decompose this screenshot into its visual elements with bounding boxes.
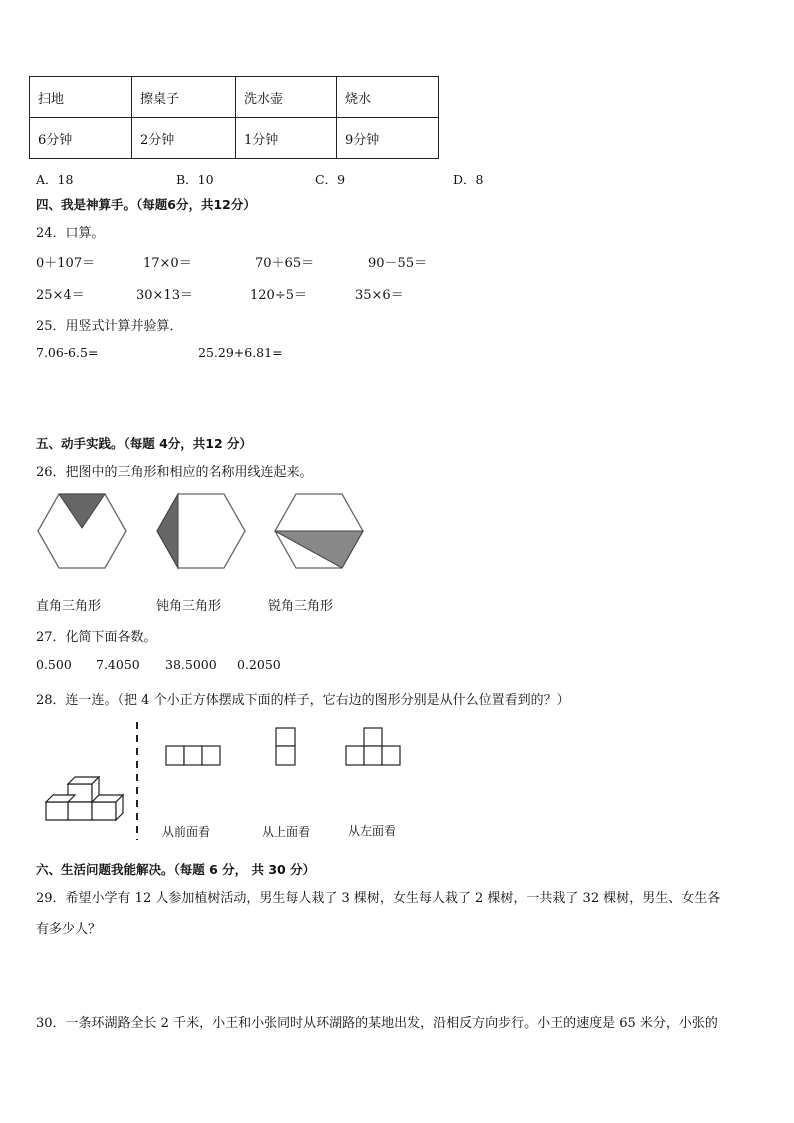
q28-label: 28．连一连。（把 4 个小正方体摆成下面的样子，它右边的图形分别是从什么位置看到的？） [36, 693, 570, 708]
q30-text: 30．一条环湖路全长 2 千米，小王和小张同时从环湖路的某地出发，沿相反方向步行。小王的速度是 65 米分，小张的 [36, 1016, 718, 1031]
q25-item: 25.29+6.81= [198, 345, 283, 360]
q24-item: 0＋107＝ [36, 256, 96, 271]
hexagon-acute-triangle-figure [273, 492, 365, 572]
q24-item: 120÷5＝ [250, 288, 307, 303]
q29-text: 29．希望小学有 12 人参加植树活动，男生每人栽了 3 棵树，女生每人栽了 2 棵树，一共栽了 32 棵树，男生、女生各 [36, 891, 721, 906]
chore-time-table [29, 76, 439, 159]
section-6-title: 六、生活问题我能解决。（每题 6 分， 共 30 分） [36, 862, 316, 877]
option-d: D．8 [453, 172, 484, 187]
triangle-name: 直角三角形 [36, 599, 102, 614]
table-cell: 扫地 [30, 77, 132, 118]
table-cell: 9分钟 [337, 118, 439, 159]
q27-number: 7.4050 [96, 657, 140, 672]
dashed-divider [135, 722, 139, 840]
option-b: B．10 [176, 172, 214, 187]
q27-number: 0.2050 [237, 657, 281, 672]
q25-item: 7.06-6.5= [36, 345, 99, 360]
table-cell: 洗水壶 [236, 77, 337, 118]
q27-number: 0.500 [36, 657, 72, 672]
table-cell: 6分钟 [30, 118, 132, 159]
section-5-title: 五、动手实践。（每题 4分，共12 分） [36, 436, 253, 451]
option-c: C．9 [315, 172, 346, 187]
view-label: 从左面看 [348, 824, 397, 838]
q25-label: 25．用竖式计算并验算． [36, 319, 183, 334]
table-cell: 2分钟 [132, 118, 236, 159]
q24-item: 90－55＝ [368, 256, 428, 271]
hexagon-obtuse-triangle-figure [155, 492, 247, 572]
table-cell: 烧水 [337, 77, 439, 118]
triangle-name: 锐角三角形 [268, 599, 334, 614]
q24-label: 24．口算。 [36, 226, 105, 241]
q27-number: 38.5000 [165, 657, 217, 672]
q29-text-cont: 有多少人？ [36, 922, 102, 937]
cube-stack-figure [44, 767, 126, 825]
table-cell: 1分钟 [236, 118, 337, 159]
section-4-title: 四、我是神算手。（每题6分，共12分） [36, 197, 256, 212]
view-t-shape [345, 727, 403, 767]
view-label: 从上面看 [262, 825, 311, 839]
option-a: A．18 [36, 172, 74, 187]
q24-item: 25×4＝ [36, 288, 85, 303]
view-column-of-two [275, 727, 297, 767]
view-row-of-three [165, 745, 223, 767]
view-label: 从前面看 [162, 825, 211, 839]
table-row [30, 77, 439, 118]
table-cell: 擦桌子 [132, 77, 236, 118]
table-row [30, 118, 439, 159]
q24-item: 30×13＝ [136, 288, 193, 303]
triangle-name: 钝角三角形 [156, 599, 222, 614]
hexagon-right-triangle-figure [36, 492, 128, 572]
q24-item: 35×6＝ [355, 288, 404, 303]
q26-label: 26．把图中的三角形和相应的名称用线连起来。 [36, 465, 313, 480]
q24-item: 70＋65＝ [255, 256, 315, 271]
q27-label: 27．化简下面各数。 [36, 630, 157, 645]
q24-item: 17×0＝ [143, 256, 192, 271]
